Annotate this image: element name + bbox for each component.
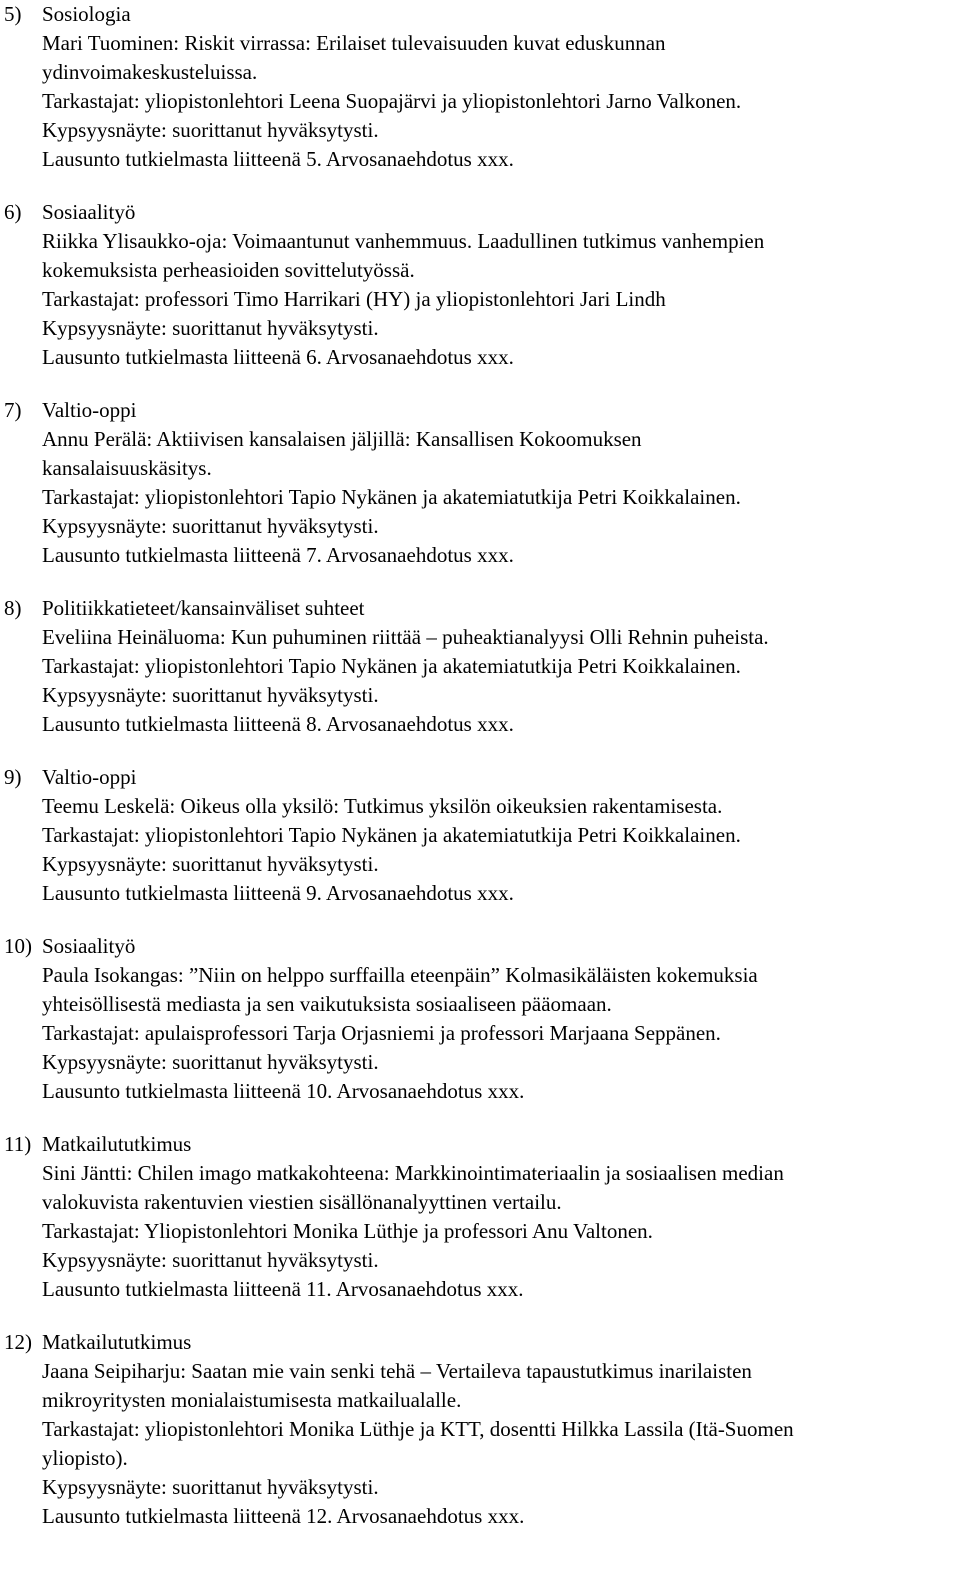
item-subject: Matkailututkimus xyxy=(42,1132,192,1156)
item-line: Tarkastajat: yliopistonlehtori Tapio Nykänen ja akatemiatutkija Petri Koikkalainen. xyxy=(42,485,741,509)
item-line: Jaana Seipiharju: Saatan mie vain senki tehä – Vertaileva tapaustutkimus inarilaisten xyxy=(42,1359,752,1383)
item-line: Kypsyysnäyte: suorittanut hyväksytysti. xyxy=(42,118,379,142)
item-line: Kypsyysnäyte: suorittanut hyväksytysti. xyxy=(42,1475,379,1499)
item-number: 12) xyxy=(4,1330,32,1354)
item-line: Lausunto tutkielmasta liitteenä 5. Arvosanaehdotus xxx. xyxy=(42,147,514,171)
item-line: Kypsyysnäyte: suorittanut hyväksytysti. xyxy=(42,683,379,707)
list-item xyxy=(4,0,960,174)
list-item xyxy=(4,396,960,570)
item-line: Lausunto tutkielmasta liitteenä 6. Arvosanaehdotus xxx. xyxy=(42,345,514,369)
item-number: 10) xyxy=(4,934,32,958)
item-line: kansalaisuuskäsitys. xyxy=(42,456,212,480)
item-line: Tarkastajat: yliopistonlehtori Tapio Nykänen ja akatemiatutkija Petri Koikkalainen. xyxy=(42,823,741,847)
item-subject: Sosiaalityö xyxy=(42,200,136,224)
item-line: Kypsyysnäyte: suorittanut hyväksytysti. xyxy=(42,852,379,876)
item-line: mikroyritysten monialaistumisesta matkailualalle. xyxy=(42,1388,462,1412)
list-item xyxy=(4,932,960,1106)
item-number: 5) xyxy=(4,2,22,26)
item-subject: Politiikkatieteet/kansainväliset suhteet xyxy=(42,596,365,620)
item-line: valokuvista rakentuvien viestien sisällönanalyyttinen vertailu. xyxy=(42,1190,562,1214)
item-line: Kypsyysnäyte: suorittanut hyväksytysti. xyxy=(42,316,379,340)
item-line: Lausunto tutkielmasta liitteenä 8. Arvosanaehdotus xxx. xyxy=(42,712,514,736)
item-line: Sini Jäntti: Chilen imago matkakohteena: Markkinointimateriaalin ja sosiaalisen median xyxy=(42,1161,784,1185)
item-line: Lausunto tutkielmasta liitteenä 10. Arvosanaehdotus xxx. xyxy=(42,1079,525,1103)
item-line: yliopisto). xyxy=(42,1446,128,1470)
item-line: Teemu Leskelä: Oikeus olla yksilö: Tutkimus yksilön oikeuksien rakentamisesta. xyxy=(42,794,723,818)
item-line: Annu Perälä: Aktiivisen kansalaisen jäljillä: Kansallisen Kokoomuksen xyxy=(42,427,642,451)
item-number: 11) xyxy=(4,1132,32,1156)
item-line: Tarkastajat: Yliopistonlehtori Monika Lüthje ja professori Anu Valtonen. xyxy=(42,1219,653,1243)
item-line: yhteisöllisestä mediasta ja sen vaikutuksista sosiaaliseen pääomaan. xyxy=(42,992,612,1016)
list-item xyxy=(4,1328,960,1531)
item-body xyxy=(42,0,960,174)
item-line: Paula Isokangas: ”Niin on helppo surffailla eteenpäin” Kolmasikäläisten kokemuksia xyxy=(42,963,758,987)
item-line: Tarkastajat: professori Timo Harrikari (HY) ja yliopistonlehtori Jari Lindh xyxy=(42,287,666,311)
item-line: Tarkastajat: yliopistonlehtori Tapio Nykänen ja akatemiatutkija Petri Koikkalainen. xyxy=(42,654,741,678)
item-line: kokemuksista perheasioiden sovittelutyössä. xyxy=(42,258,415,282)
document-page xyxy=(4,0,960,1531)
list-item xyxy=(4,1130,960,1304)
item-subject: Valtio-oppi xyxy=(42,765,137,789)
item-subject: Sosiaalityö xyxy=(42,934,136,958)
item-number: 8) xyxy=(4,596,22,620)
item-line: Riikka Ylisaukko-oja: Voimaantunut vanhemmuus. Laadullinen tutkimus vanhempien xyxy=(42,229,765,253)
item-line: Mari Tuominen: Riskit virrassa: Erilaiset tulevaisuuden kuvat eduskunnan xyxy=(42,31,666,55)
item-number: 9) xyxy=(4,765,22,789)
item-number: 7) xyxy=(4,398,22,422)
item-line: Kypsyysnäyte: suorittanut hyväksytysti. xyxy=(42,514,379,538)
item-line: Kypsyysnäyte: suorittanut hyväksytysti. xyxy=(42,1050,379,1074)
item-subject: Sosiologia xyxy=(42,2,131,26)
item-body xyxy=(42,1328,960,1531)
item-line: Lausunto tutkielmasta liitteenä 11. Arvosanaehdotus xxx. xyxy=(42,1277,524,1301)
list-item xyxy=(4,594,960,739)
item-body xyxy=(42,932,960,1106)
item-line: Tarkastajat: yliopistonlehtori Monika Lüthje ja KTT, dosentti Hilkka Lassila (Itä-Suomen xyxy=(42,1417,794,1441)
item-body xyxy=(42,198,960,372)
item-number: 6) xyxy=(4,200,22,224)
item-subject: Valtio-oppi xyxy=(42,398,137,422)
item-line: Kypsyysnäyte: suorittanut hyväksytysti. xyxy=(42,1248,379,1272)
item-subject: Matkailututkimus xyxy=(42,1330,192,1354)
item-line: Lausunto tutkielmasta liitteenä 12. Arvosanaehdotus xxx. xyxy=(42,1504,525,1528)
item-body xyxy=(42,594,960,739)
list-item xyxy=(4,763,960,908)
item-body xyxy=(42,763,960,908)
item-line: Eveliina Heinäluoma: Kun puhuminen riittää – puheaktianalyysi Olli Rehnin puheista. xyxy=(42,625,769,649)
list-item xyxy=(4,198,960,372)
item-line: Lausunto tutkielmasta liitteenä 9. Arvosanaehdotus xxx. xyxy=(42,881,514,905)
item-line: Tarkastajat: yliopistonlehtori Leena Suopajärvi ja yliopistonlehtori Jarno Valkonen. xyxy=(42,89,742,113)
item-line: ydinvoimakeskusteluissa. xyxy=(42,60,258,84)
item-line: Lausunto tutkielmasta liitteenä 7. Arvosanaehdotus xxx. xyxy=(42,543,514,567)
item-line: Tarkastajat: apulaisprofessori Tarja Orjasniemi ja professori Marjaana Seppänen. xyxy=(42,1021,721,1045)
item-body xyxy=(42,396,960,570)
item-body xyxy=(42,1130,960,1304)
